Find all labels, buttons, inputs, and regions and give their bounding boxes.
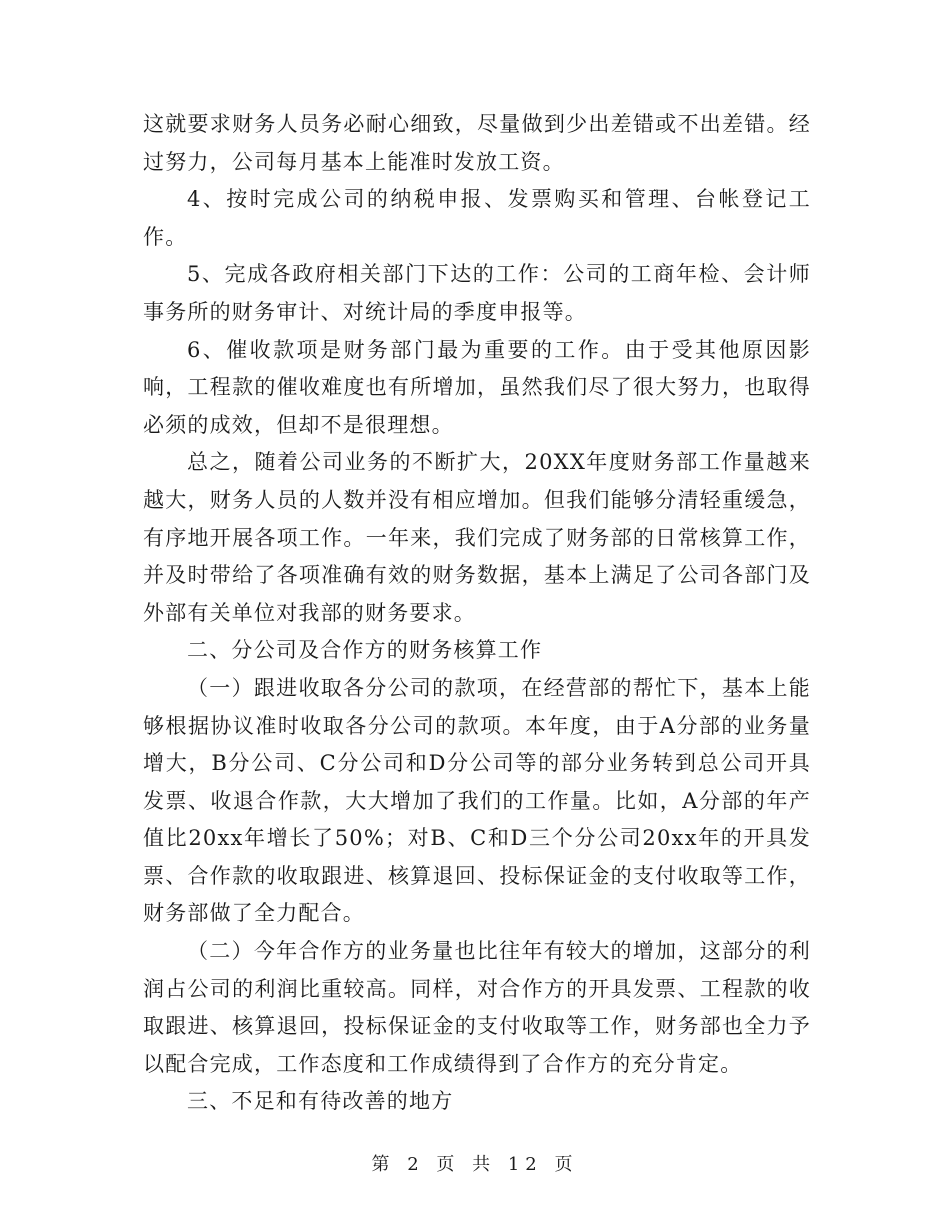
page-number-footer: 第 2 页 共 12 页 [371,1154,579,1175]
paragraph-5: 总之，随着公司业务的不断扩大，20XX年度财务部工作量越来越大，财务人员的人数并没有相应增加。但我们能够分清轻重缓急，有序地开展各项工作。一年来，我们完成了财务部的日常核算工作，并及时带给了各项准确有效的财务数据，基本上满足了公司各部门及外部有关单位对我部的财务要求。 [143,450,811,625]
paragraph-6: （一）跟进收取各分公司的款项，在经营部的帮忙下，基本上能够根据协议准时收取各分公司的款项。本年度，由于A分部的业务量增大，B分公司、C分公司和D分公司等的部分业务转到总公司开具发票、收退合作款，大大增加了我们的工作量。比如，A分部的年产值比20xx年增长了50%；对B、C和D三个分公司20xx年的开具发票、合作款的收取跟进、核算退回、投标保证金的支付收取等工作，财务部做了全力配合。 [143,675,811,926]
paragraph-7: （二）今年合作方的业务量也比往年有较大的增加，这部分的利润占公司的利润比重较高。同样，对合作方的开具发票、工程款的收取跟进、核算退回，投标保证金的支付收取等工作，财务部也全力予以配合完成，工作态度和工作成绩得到了合作方的充分肯定。 [143,939,811,1076]
document-body [143,106,811,1121]
paragraph-3: 5、完成各政府相关部门下达的工作：公司的工商年检、会计师事务所的财务审计、对统计局的季度申报等。 [143,262,811,324]
paragraph-1: 这就要求财务人员务必耐心细致，尽量做到少出差错或不出差错。经过努力，公司每月基本上能准时发放工资。 [143,112,811,174]
section-heading-2: 二、分公司及合作方的财务核算工作 [187,638,543,663]
section-heading-3: 三、不足和有待改善的地方 [187,1089,454,1114]
paragraph-2: 4、按时完成公司的纳税申报、发票购买和管理、台帐登记工作。 [143,187,811,249]
paragraph-4: 6、催收款项是财务部门最为重要的工作。由于受其他原因影响，工程款的催收难度也有所增加，虽然我们尽了很大努力，也取得必须的成效，但却不是很理想。 [143,337,811,437]
